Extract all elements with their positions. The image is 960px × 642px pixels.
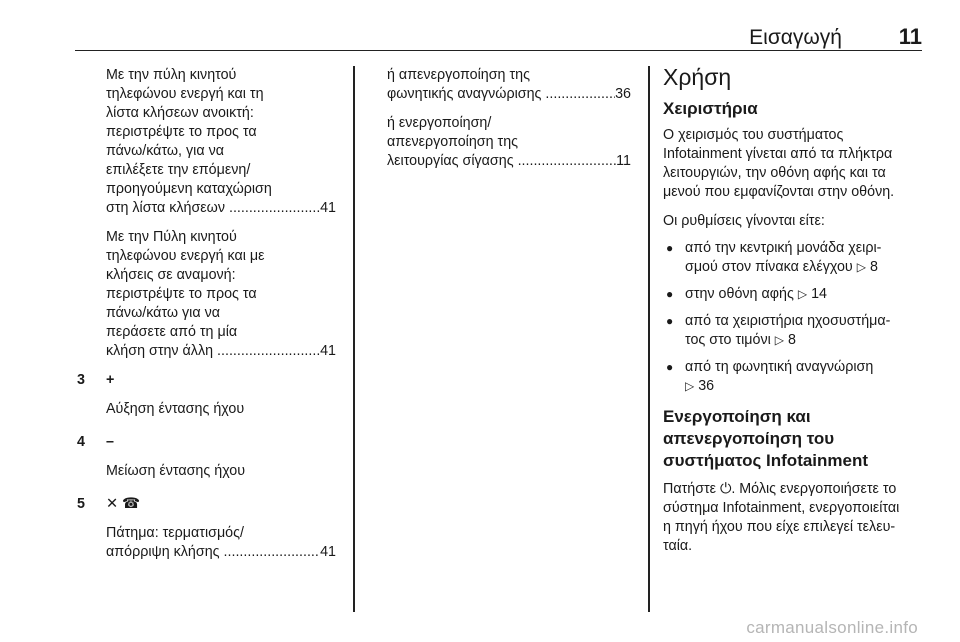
text-line: κλήση στην άλλη: [106, 343, 214, 359]
bullet-item: [663, 358, 925, 396]
text-line: Infotainment γίνεται από τα πλήκτρα: [663, 146, 893, 162]
item-desc: Αύξηση έντασης ήχου: [106, 401, 245, 417]
text-line: τος στο τιμόνι: [685, 332, 771, 348]
text-line: τηλεφώνου ενεργή και τη: [106, 86, 264, 102]
text-line: Ο χειρισμός του συστήματος: [663, 127, 844, 143]
text-line: λειτουργίας σίγασης: [387, 153, 514, 169]
toc-leader-line: [387, 85, 631, 104]
item-4: [77, 433, 336, 481]
page-number: 11: [898, 24, 922, 49]
reference-arrow-icon: ▷: [797, 287, 808, 301]
text-line: τηλεφώνου ενεργή και με: [106, 248, 265, 264]
header-title: Εισαγωγή: [749, 26, 842, 49]
plus-symbol: +: [106, 372, 115, 388]
text-line: επιλέξετε την επόμενη/: [106, 162, 251, 178]
reference-arrow-icon: ▷: [774, 333, 785, 347]
item-number: 4: [77, 434, 85, 450]
text-line: ● από τα χειριστήρια ηχοσυστήμα-: [685, 313, 891, 329]
para-mute: [387, 114, 631, 171]
text-line: Ενεργοποίηση και: [663, 407, 811, 426]
minus-symbol: –: [106, 434, 114, 450]
text-line: απενεργοποίηση της: [387, 134, 519, 150]
column-3: [663, 64, 925, 566]
bullet-item: [663, 312, 925, 350]
page-ref: 14: [811, 286, 827, 302]
section2-title: [663, 406, 925, 472]
bullet-item: [663, 285, 925, 304]
item-3: [77, 371, 336, 419]
text-line: απενεργοποίηση του: [663, 429, 835, 448]
intro-paragraph: [663, 126, 925, 202]
text-line: λειτουργιών, την οθόνη αφής και τα: [663, 165, 886, 181]
page-ref: 8: [869, 259, 878, 275]
section2-paragraph: [663, 480, 925, 556]
para-gate-list: [106, 66, 336, 218]
text-line: ● από την κεντρική μονάδα χειρι-: [685, 240, 882, 256]
watermark: carmanualsonline.info: [746, 618, 918, 637]
subsection-title: Χειριστήρια: [663, 99, 758, 118]
settings-intro: Οι ρυθμίσεις γίνονται είτε:: [663, 213, 825, 229]
text-line: κλήσεις σε αναμονή:: [106, 267, 236, 283]
toc-leader-line: [387, 152, 631, 171]
text-line: περάσετε από τη μία: [106, 324, 238, 340]
item-number: 5: [77, 496, 85, 512]
text-line: Με την πύλη κινητού: [106, 67, 237, 83]
end-call-icon: ✕ ☎: [106, 496, 140, 512]
text-line: απόρριψη κλήσης: [106, 544, 220, 560]
column-divider-2: [648, 66, 650, 612]
text-line: φωνητικής αναγνώρισης: [387, 86, 542, 102]
page-ref: 36: [698, 378, 715, 394]
item-number: 3: [77, 372, 85, 388]
section-title: Χρήση: [663, 64, 732, 90]
page-ref: 41: [320, 343, 336, 359]
para-gate-hold: [106, 228, 336, 361]
text-line: ταία.: [663, 538, 693, 554]
reference-arrow-icon: ▷: [856, 260, 866, 274]
text-line: συστήματος Infotainment: [663, 451, 869, 470]
toc-leader-line: [106, 199, 336, 218]
item-desc: Μείωση έντασης ήχου: [106, 463, 246, 479]
column-2: [387, 66, 631, 181]
bullet-item: [663, 239, 925, 277]
text-line: πάνω/κάτω για να: [106, 305, 221, 321]
page-ref: 41: [320, 544, 336, 560]
page-ref: 11: [616, 153, 631, 169]
page-ref: 36: [615, 86, 631, 102]
item-5: [77, 495, 336, 562]
text-line: προηγούμενη καταχώριση: [106, 181, 272, 197]
page-ref: 8: [788, 332, 796, 348]
reference-arrow-icon: ▷: [685, 379, 695, 393]
text-line: η πηγή ήχου που είχε επιλεγεί τελευ-: [663, 519, 896, 535]
text-line: πάνω/κάτω, για να: [106, 143, 224, 159]
text-line: Με την Πύλη κινητού: [106, 229, 237, 245]
column-1: [77, 66, 336, 562]
toc-leader-line: [106, 342, 336, 361]
text-line: Πατήστε ⏻. Μόλις ενεργοποιήσετε το: [663, 481, 897, 497]
text-line: στη λίστα κλήσεων: [106, 200, 225, 216]
page-ref: 41: [320, 200, 336, 216]
text-line: λίστα κλήσεων ανοικτή:: [106, 105, 254, 121]
text-line: σμού στον πίνακα ελέγχου: [685, 259, 853, 275]
text-line: μενού που εμφανίζονται στην οθόνη.: [663, 184, 895, 200]
item-desc: Πάτημα: τερματισμός/: [106, 525, 244, 541]
text-line: ● από τη φωνητική αναγνώριση: [685, 359, 874, 375]
text-line: στην οθόνη αφής: [685, 286, 794, 302]
text-line: ή απενεργοποίηση της: [387, 67, 530, 83]
text-line: σύστημα Infotainment, ενεργοποιείται: [663, 500, 900, 516]
text-line: ή ενεργοποίηση/: [387, 115, 492, 131]
text-line: περιστρέψτε το προς τα: [106, 286, 257, 302]
para-voice: [387, 66, 631, 104]
toc-leader-line: [106, 543, 336, 562]
column-divider-1: [353, 66, 355, 612]
page-header: [75, 24, 922, 51]
text-line: περιστρέψτε το προς τα: [106, 124, 257, 140]
